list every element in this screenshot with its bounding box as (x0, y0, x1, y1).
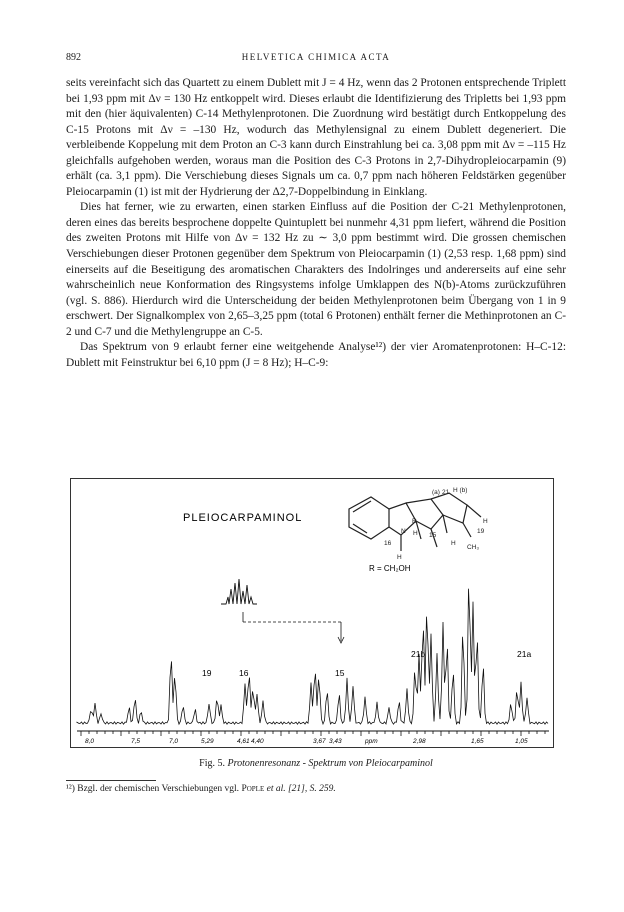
running-header (66, 52, 566, 66)
compound-name: PLEIOCARPAMINOL (183, 512, 303, 524)
tick-label-4-61: 4,61 (237, 738, 250, 745)
struct-label-16: 16 (384, 540, 392, 547)
struct-label-h1: H (413, 530, 418, 537)
tick-label-4-40: 4,40 (251, 738, 264, 745)
footnote (66, 784, 566, 794)
struct-label-hb: H (b) (453, 487, 468, 494)
struct-label-n1: N (401, 528, 406, 535)
footnote-text-before: Bzgl. der chemischen Verschiebungen vgl. (77, 784, 240, 794)
peak-label-19: 19 (202, 668, 212, 678)
struct-label-r: R (412, 518, 417, 525)
inset-trace (221, 579, 257, 604)
struct-label-ch3: CH₃ (467, 544, 480, 551)
struct-label-h3: H (451, 540, 456, 547)
tick-label-8-0: 8,0 (85, 738, 95, 745)
footnote-rule (66, 780, 156, 781)
tick-label-1-05: 1,05 (515, 738, 528, 745)
nmr-spectrum-drawing (71, 479, 555, 749)
peak-label-15: 15 (335, 668, 345, 678)
tick-label-7-5: 7,5 (131, 738, 141, 745)
axis-unit-ppm: ppm (365, 738, 378, 745)
paragraph-3: Das Spektrum von 9 erlaubt ferner eine weitgehende Analyse¹²) der vier Aromatenprotonen: H–C-12: Dublett mit Feinstruktur bei 6,10 ppm (J = 8 Hz); H–C-9: (66, 341, 566, 369)
struct-label-15: 15 (429, 532, 437, 539)
struct-label-h2: H (397, 554, 402, 561)
paragraph-2: Dies hat ferner, wie zu erwarten, einen starken Einfluss auf die Position der C-21 Methylenprotonen, deren eines das bereits besprochene doppelte Quintuplett bei nunmehr 4,31 ppm liefert, während die Position des zweiten Protons mit Hilfe von Δν = 132 Hz zu ∼ 3,0 ppm bestimmt wird. Die grossen chemischen Verschiebungen dieser Protonen gegenüber dem Spektrum von Pleiocarpamin (1) (2,53 resp. 1,68 ppm) sind einerseits auf die Beseitigung des aromatischen Charakters des Indolringes und andererseits auf eine sehr wahrscheinlich neue Konformation des Ringsystems infolge Umklappen des N(b)-Atoms zurückzuführen (vgl. S. 886). Hierdurch wird die Unterscheidung der beiden Methylenprotonen beim Übergang von 1 in 9 erschwert. Der Signalkomplex von 2,65–3,25 ppm (total 6 Protonen) enthält ferner die Methinprotonen an C-2 und C-7 und die Methylengruppe an C-5. (66, 201, 566, 338)
page-number: 892 (66, 52, 81, 63)
journal-title: HELVETICA CHIMICA ACTA (241, 52, 391, 62)
nmr-figure (70, 478, 554, 748)
peak-label-21b: 21b (411, 649, 426, 659)
footnote-text-after: et al. [21], S. 259. (266, 784, 336, 794)
peak-label-16: 16 (239, 668, 249, 678)
caption-prefix: Fig. 5. (199, 758, 225, 769)
figure-caption (66, 758, 566, 769)
struct-label-h4: H (483, 518, 488, 525)
tick-label-3-67: 3,67 (313, 738, 326, 745)
axis-ticks (81, 731, 545, 736)
struct-label-a: (a) (432, 489, 440, 496)
caption-text: Protonenresonanz - Spektrum von Pleiocarpaminol (227, 758, 433, 769)
struct-label-19: 19 (477, 528, 485, 535)
r-substituent-label: R = CH₂OH (369, 564, 411, 573)
footnote-author: Pople (241, 784, 265, 794)
tick-label-2-98: 2,98 (413, 738, 426, 745)
footnote-marker: ¹²) (66, 784, 75, 794)
decoupling-bracket (243, 612, 344, 643)
paragraph-1: seits vereinfacht sich das Quartett zu einem Dublett mit J = 4 Hz, wenn das 2 Protonen entsprechende Triplett bei 1,93 ppm mit Δν = 130 Hz entkoppelt wird. Dieses erlaubt die Identifizierung des Tripletts bei 1,93 ppm mit den (hier äquivalenten) C-14 Methylenprotonen. Die Zuordnung wird bestätigt durch Entkoppelung des C-15 Protons mit Δν = –130 Hz, wodurch das Methylensignal zu einem Dublett degeneriert. Die verbleibende Koppelung mit dem Proton an C-3 kann durch Einstrahlung bei ca. 3,08 ppm mit Δν = –115 Hz gleichfalls aufgehoben werden, woraus man die Position des C-3 Protons in 2,7-Dihydropleiocarpamin (9) erhält (ca. 3,1 ppm). Die Verschiebung dieses Signals um ca. 0,7 ppm nach höheren Feldstärken gegenüber Pleiocarpamin (1) ist mit der Hydrierung der Δ2,7-Doppelbindung in Einklang. (66, 77, 566, 198)
struct-label-21: 21 (442, 489, 450, 496)
tick-label-7-0: 7,0 (169, 738, 179, 745)
tick-label-1-65: 1,65 (471, 738, 484, 745)
spectrum-trace (77, 589, 548, 725)
body-text (66, 76, 566, 371)
tick-label-5-29: 5,29 (201, 738, 214, 745)
tick-label-3-43: 3,43 (329, 738, 342, 745)
peak-label-21a: 21a (517, 649, 532, 659)
